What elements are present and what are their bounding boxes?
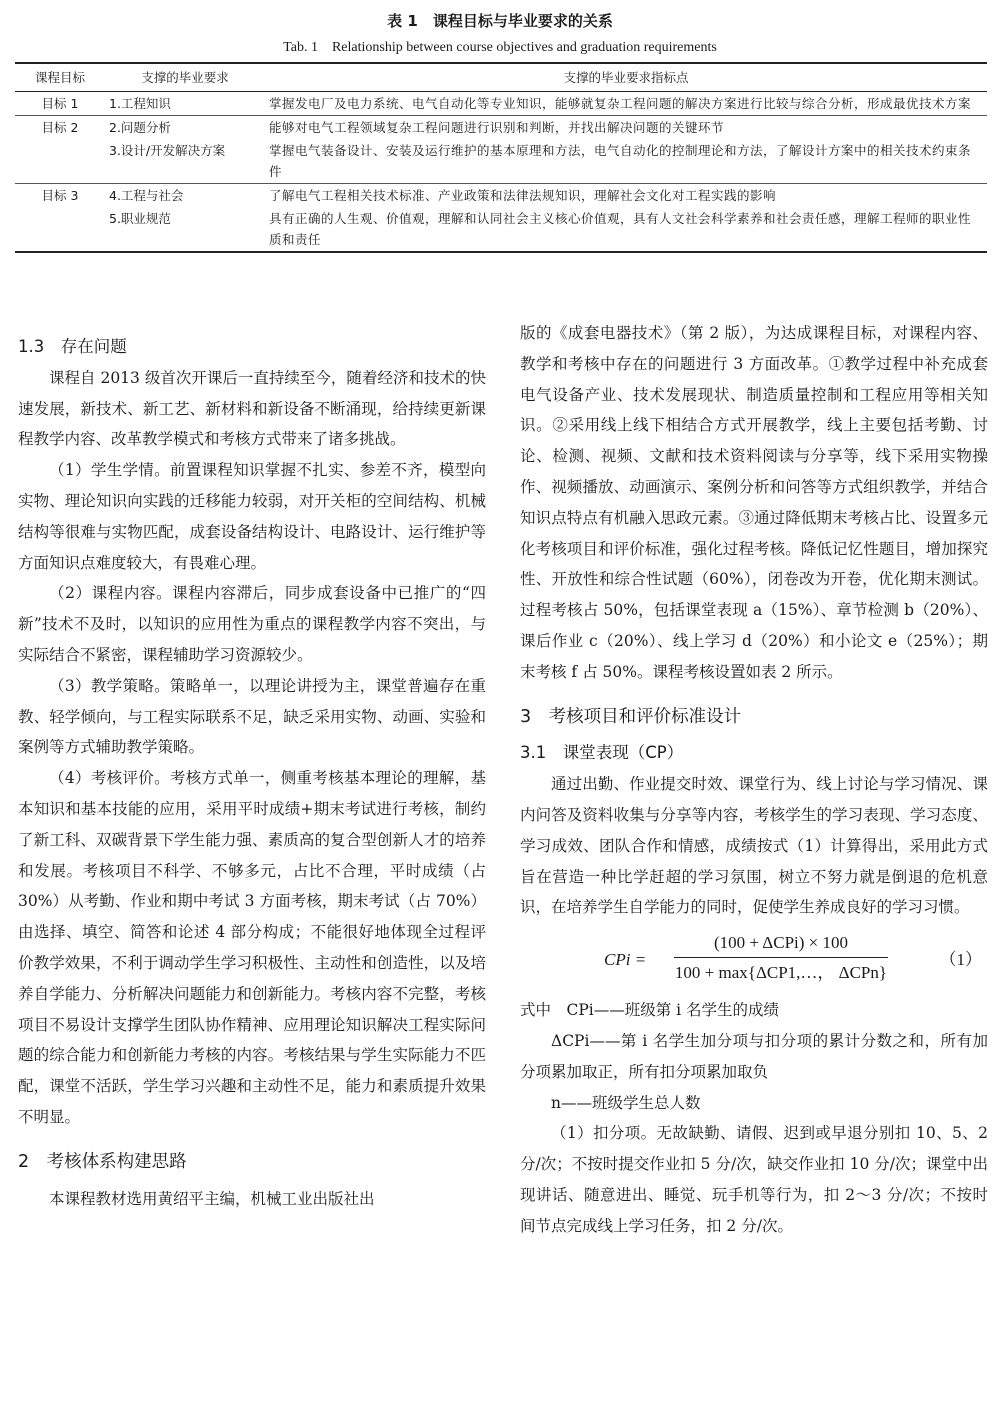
cell-requirement: 5.职业规范 bbox=[109, 211, 171, 226]
section-heading-2: 2 考核体系构建思路 bbox=[18, 1151, 187, 1172]
paragraph-strategy: （3）教学策略。策略单一，以理论讲授为主，课堂普遍存在重教、轻学倾向，与工程实际联系不足，缺乏采用实物、动画、实验和案例等方式辅助教学策略。 bbox=[18, 676, 486, 757]
paragraph-approach: 本课程教材选用黄绍平主编，机械工业出版社出 bbox=[49, 1189, 375, 1208]
left-column bbox=[18, 318, 486, 1214]
equation-numerator: (100 + ΔCPi) × 100 bbox=[713, 933, 848, 953]
variable-definitions bbox=[520, 995, 988, 1118]
table-row bbox=[15, 92, 987, 116]
table-caption-en: Tab. 1 Relationship between course objectives and graduation requirements bbox=[283, 40, 717, 55]
cell-objective: 目标 2 bbox=[41, 120, 79, 135]
section-heading-1-3: 1.3 存在问题 bbox=[18, 337, 127, 356]
table-row bbox=[15, 184, 987, 208]
header-point: 支撑的毕业要求指标点 bbox=[563, 70, 689, 85]
cell-requirement: 4.工程与社会 bbox=[109, 188, 184, 203]
paragraph-intro: 课程自 2013 级首次开课后一直持续至今，随着经济和技术的快速发展，新技术、新工艺、新材料和新设备不断涌现，给持续更新课程教学内容、改革教学模式和考核方式带来了诸多挑战。 bbox=[18, 368, 486, 449]
paragraph-class-performance: 通过出勤、作业提交时效、课堂行为、线上讨论与学习情况、课内问答及资料收集与分享等内容，考核学生的学习表现、学习态度、学习成效、团队合作和情感，成绩按式（1）计算得出，采用此方式旨在营造一种比学赶超的学习氛围，树立不努力就是倒退的危机意识，在培养学生自学能力的同时，促使学生养成良好的学习习惯。 bbox=[520, 775, 988, 917]
cell-requirement: 2.问题分析 bbox=[109, 120, 171, 135]
paragraph-deductions: （1）扣分项。无故缺勤、请假、迟到或早退分别扣 10、5、2 分/次；不按时提交作业扣 5 分/次，缺交作业扣 10 分/次；课堂中出现讲话、随意进出、睡觉、玩手机等行为，扣 2～3 分/次；不按时间节点完成线上学习任务，扣 2 分/次。 bbox=[520, 1124, 988, 1235]
table-caption-zh: 表 1 课程目标与毕业要求的关系 bbox=[387, 12, 613, 30]
paragraph-evaluation: （4）考核评价。考核方式单一，侧重考核基本理论的理解，基本知识和基本技能的应用，采用平时成绩+期末考试进行考核，制约了新工科、双碳背景下学生能力强、素质高的复合型创新人才的培养和发展。考核项目不科学、不够多元，占比不合理，平时成绩（占 30%）从考勤、作业和期中考试 3 方面考核，期末考试（占 70%）由选择、填空、简答和论述 4 部分构成；不能很好地体现全过程评价教学效果，不利于调动学生学习积极性、主动性和创造性，以及培养自学能力、分析解决问题能力和创新能力。考核内容不完整，考核项目不易设计支撑学生团队协作精神、应用理论知识解决工程实际问题的综合能力和创新能力考核的内容。考核结果与学生实际能力不匹配，课堂不活跃，学生学习兴趣和主动性不足，能力和素质提升效果不明显。 bbox=[18, 769, 486, 1126]
objectives-table bbox=[15, 62, 987, 253]
cell-point: 了解电气工程相关技术标准、产业政策和法律法规知识，理解社会文化对工程实践的影响 bbox=[269, 188, 777, 203]
cell-objective: 目标 3 bbox=[41, 188, 79, 203]
equation-lhs: CPi = bbox=[604, 950, 647, 970]
equation-1 bbox=[520, 927, 988, 993]
section-heading-3-1: 3.1 课堂表现（CP） bbox=[520, 743, 684, 763]
variable-delta-cp: ΔCPi——第 i 名学生加分项与扣分项的累计分数之和，所有加分项累加取正，所有扣分项累加取负 bbox=[520, 1031, 988, 1081]
variable-n: n——班级学生总人数 bbox=[551, 1093, 701, 1112]
right-column bbox=[520, 318, 988, 1242]
cell-point: 掌握电气装备设计、安装及运行维护的基本原理和方法，电气自动化的控制理论和方法，了解设计方案中的相关技术约束条件 bbox=[269, 143, 972, 179]
cell-requirement: 1.工程知识 bbox=[109, 96, 171, 111]
cell-point: 掌握发电厂及电力系统、电气自动化等专业知识，能够就复杂工程问题的解决方案进行比较与综合分析，形成最优技术方案 bbox=[269, 96, 972, 111]
paragraph-student: （1）学生学情。前置课程知识掌握不扎实、参差不齐，模型向实物、理论知识向实践的迁移能力较弱，对开关柜的空间结构、机械结构等很难与实物匹配，成套设备结构设计、电路设计、运行维护等方面知识点难度较大，有畏难心理。 bbox=[18, 461, 486, 572]
cell-point: 具有正确的人生观、价值观，理解和认同社会主义核心价值观，具有人文社会科学素养和社会责任感，理解工程师的职业性质和责任 bbox=[269, 211, 972, 247]
table-row bbox=[15, 139, 987, 184]
variable-cp: 式中 CPi——班级第 i 名学生的成绩 bbox=[520, 1001, 780, 1020]
equation-denominator: 100 + max{ΔCP1,…， ΔCPn} bbox=[674, 963, 888, 983]
header-requirement: 支撑的毕业要求 bbox=[141, 70, 229, 85]
table-header-row bbox=[15, 63, 987, 92]
table-row bbox=[15, 207, 987, 252]
paragraph-approach-cont: 版的《成套电器技术》（第 2 版），为达成课程目标，对课程内容、教学和考核中存在的问题进行 3 方面改革。①教学过程中补充成套电气设备产业、技术发展现状、制造质量控制和工程应用等相关知识。②采用线上线下相结合方式开展教学，线上主要包括考勤、讨论、检测、视频、文献和技术资料阅读与分享等，线下采用实物操作、视频播放、动画演示、案例分析和问答等方式组织教学，并结合知识点特点有机融入思政元素。③通过降低期末考核占比、设置多元化考核项目和评价标准，强化过程考核。降低记忆性题目，增加探究性、开放性和综合性试题（60%），闭卷改为开卷，优化期末测试。过程考核占 50%，包括课堂表现 a（15%）、章节检测 b（20%）、课后作业 c（20%）、线上学习 d（20%）和小论文 e（25%）；期末考核 f 占 50%。课程考核设置如表 2 所示。 bbox=[520, 324, 988, 681]
table-row bbox=[15, 116, 987, 140]
cell-requirement: 3.设计/开发解决方案 bbox=[109, 143, 226, 158]
paragraph-content: （2）课程内容。课程内容滞后，同步成套设备中已推广的“四新”技术不及时，以知识的应用性为重点的课程教学内容不突出，与实际结合不紧密，课程辅助学习资源较少。 bbox=[18, 584, 486, 664]
equation-number: （1） bbox=[939, 950, 982, 970]
cell-point: 能够对电气工程领域复杂工程问题进行识别和判断，并找出解决问题的关键环节 bbox=[269, 120, 725, 135]
section-heading-3: 3 考核项目和评价标准设计 bbox=[520, 706, 742, 727]
equation-fraction bbox=[670, 929, 892, 988]
cell-objective: 目标 1 bbox=[41, 96, 79, 111]
header-objective: 课程目标 bbox=[34, 70, 85, 85]
